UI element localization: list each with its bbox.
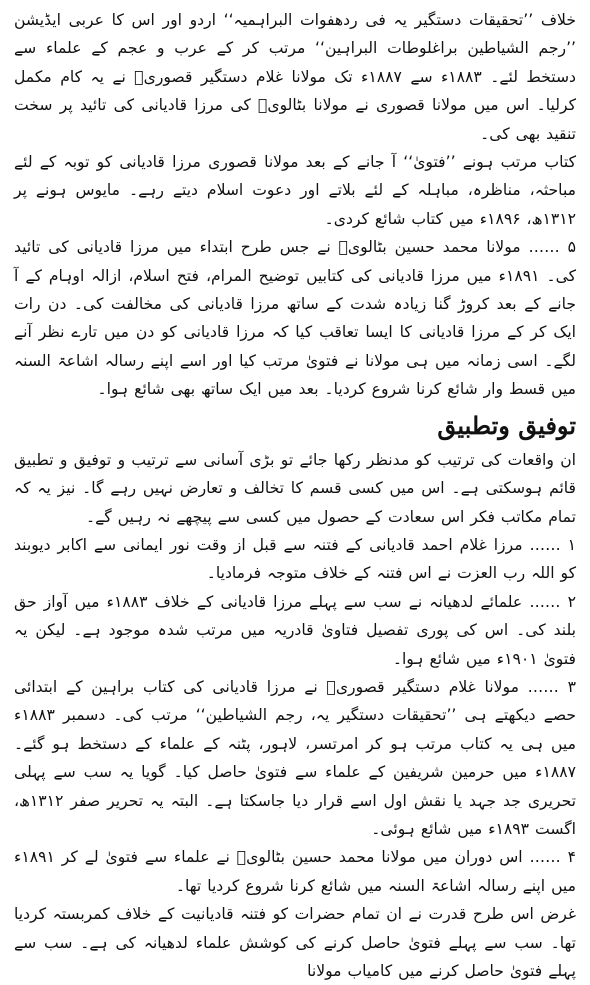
paragraph-tahqiqat-intro: خلاف ’’تحقیقات دستگیر یہ فی ردھفوات البراہمیہ‘‘ اردو اور اس کا عربی ایڈیشن ’’رجم الشیاطین براغلوطات البراہین‘‘ مرتب کر کے عرب و عجم کے علماء سے دستخط لئے۔ ۱۸۸۳ء سے ۱۸۸۷ء تک مولانا غلام دستگیر قصوریؒ نے یہ کام مکمل کرلیا۔ اس میں مولانا قصوری نے مولانا بٹالویؒ کی مرزا قادیانی کی تائید پر سخت تنقید بھی کی۔ <box>14 11 576 143</box>
paragraph-waqiat-tarteeb: ان واقعات کی ترتیب کو مدنظر رکھا جائے تو بڑی آسانی سے ترتیب و توفیق و تطبیق قائم ہوسکتی ہے۔ اس میں کسی قسم کا تخالف و تعارض نہیں رہے گا۔ نیز یہ کہ تمام مکاتب فکر اس سعادت کے حصول میں کسی سے پیچھے نہ رہیں گے۔ <box>14 450 576 526</box>
paragraph-point-2: ۲ …… علمائے لدھیانہ نے سب سے پہلے مرزا قادیانی کے خلاف ۱۸۸۳ء میں آواز حق بلند کی۔ اس کی پوری تفصیل فتاویٰ قادریہ میں مرتب شدہ موجود ہے۔ لیکن یہ فتویٰ ۱۹۰۱ء میں شائع ہوا۔ <box>14 592 576 668</box>
paragraph-kitab-murattab: کتاب مرتب ہونے ’’فتویٰ‘‘ آ جانے کے بعد مولانا قصوری مرزا قادیانی کو توبہ کے لئے مباحثہ، مناظرہ، مباہلہ کے لئے بلاتے اور دعوت اسلام دیتے رہے۔ مایوس ہونے پر ۱۳۱۲ھ، ۱۸۹۶ء میں کتاب شائع کردی۔ <box>14 153 576 228</box>
paragraph-point-3: ۳ …… مولانا غلام دستگیر قصوریؒ نے مرزا قادیانی کی کتاب براہین کے ابتدائی حصے دیکھتے ہی ’’تحقیقات دستگیر یہ، رجم الشیاطین‘‘ مرتب کی۔ دسمبر ۱۸۸۳ء میں ہی یہ کتاب مرتب ہو کر امرتسر، لاہور، پٹنہ کے علماء کے دستخط ہو گئے۔ ۱۸۸۷ء میں حرمین شریفین کے علماء سے فتویٰ حاصل کیا۔ گویا یہ سب سے پہلی تحریری جد جہد یا نقش اول اسے قرار دیا جاسکتا ہے۔ البتہ یہ تحریر صفر ۱۳۱۲ھ، اگست ۱۸۹۳ء میں شائع ہوئی۔ <box>14 677 576 838</box>
section-heading-taufiq-tatbiq: توفیق وتطبیق <box>437 410 576 440</box>
paragraph-point-5-batalvi: ۵ …… مولانا محمد حسین بٹالویؒ نے جس طرح ابتداء میں مرزا قادیانی کی تائید کی۔ ۱۸۹۱ء میں مرزا قادیانی کی کتابیں توضیح المرام، فتح اسلام، ازالہ اوہام کے آ جانے کے بعد کروڑ گنا زیادہ شدت کے ساتھ مرزا قادیانی کی مخالفت کی۔ دن رات ایک کر کے مرزا قادیانی کا ایسا تعاقب کیا کہ مرزا قادیانی کو دن میں تارے نظر آنے لگے۔ اسی زمانہ میں ہی مولانا نے فتویٰ مرتب کیا اور اسے اپنے رسالہ اشاعۃ السنہ میں قسط وار شائع کرنا شروع کردیا۔ بعد میں ایک ساتھ بھی شائع ہوا۔ <box>14 238 577 399</box>
paragraph-point-4: ۴ …… اس دوران میں مولانا محمد حسین بٹالویؒ نے علماء سے فتویٰ لے کر ۱۸۹۱ء میں اپنے رسالہ اشاعۃ السنہ میں شائع کرنا شروع کردیا تھا۔ <box>14 848 576 895</box>
paragraph-gharz-conclusion: غرض اس طرح قدرت نے ان تمام حضرات کو فتنہ قادیانیت کے خلاف کمربستہ کردیا تھا۔ سب سے پہلے فتویٰ حاصل کرنے کی کوشش علماء لدھیانہ کی ہے۔ سب سے پہلے فتویٰ حاصل کرنے میں کامیاب مولانا <box>14 905 576 980</box>
paragraph-point-1: ۱ …… مرزا غلام احمد قادیانی کے فتنہ سے قبل از وقت نور ایمانی سے اکابر دیوبند کو اللہ رب العزت نے اس فتنہ کے خلاف متوجہ فرمادیا۔ <box>14 535 576 583</box>
